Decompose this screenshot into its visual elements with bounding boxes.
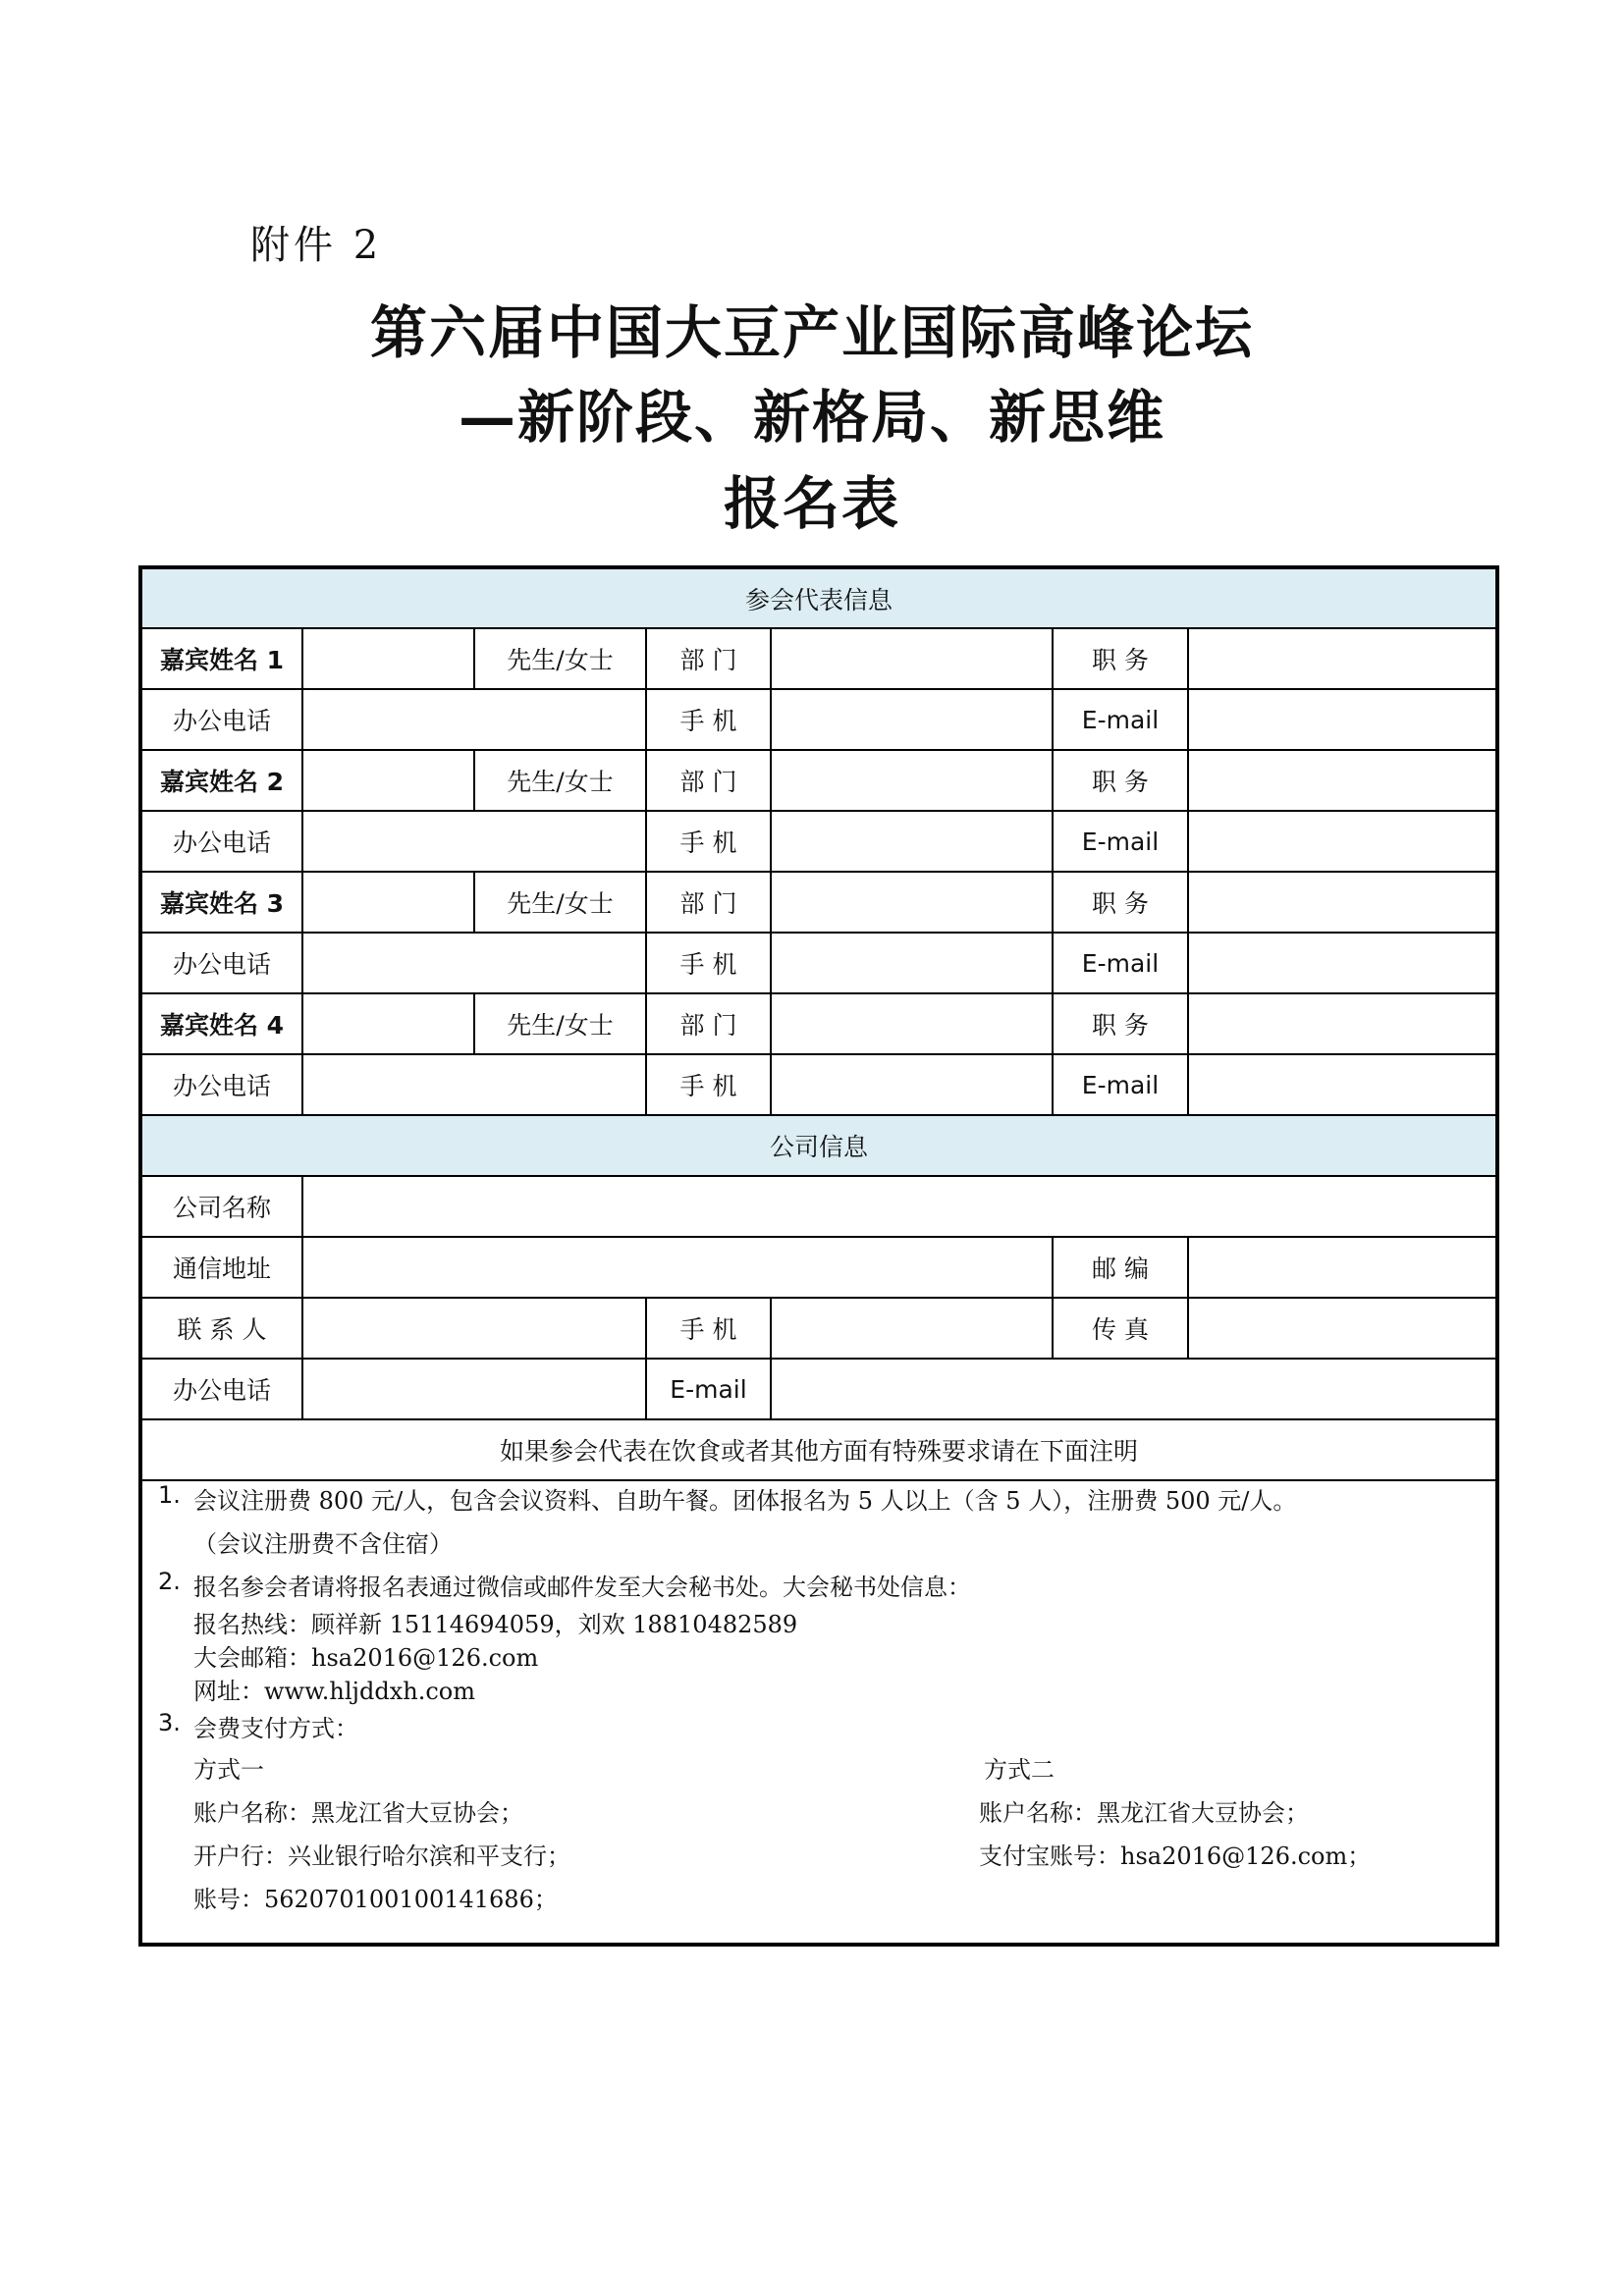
company-address-row [140,1237,1497,1298]
method2-title: 方式二 [984,1756,1055,1784]
title-label: 先生/女士 [474,628,646,689]
payment-title: 会费支付方式： [193,1715,358,1742]
office-phone-label: 办公电话 [140,689,302,750]
position-field[interactable] [1188,750,1497,811]
email-label: E-mail [1053,811,1188,872]
page-title: 第六届中国大豆产业国际高峰论坛 [369,299,1254,366]
company-name-row [140,1176,1497,1237]
guest-row [140,628,1497,689]
form-title: 报名表 [723,470,900,537]
guest-name-label: 嘉宾姓名 4 [140,993,302,1054]
position-label: 职 务 [1053,993,1188,1054]
mobile-field[interactable] [771,689,1053,750]
office-phone-label: 办公电话 [140,811,302,872]
email-info: 大会邮箱：hsa2016@126.com [193,1644,539,1672]
company-email-field[interactable] [771,1359,1497,1419]
guest-row [140,750,1497,811]
dept-label: 部 门 [646,750,771,811]
title-label: 先生/女士 [474,993,646,1054]
company-mobile-label: 手 机 [646,1298,771,1359]
fee-note: （会议注册费不含住宿） [193,1530,453,1558]
email-label: E-mail [1053,689,1188,750]
guest-name-field[interactable] [302,628,474,689]
attachment-label: 附件 2 [250,223,383,268]
mobile-field[interactable] [771,933,1053,993]
mobile-field[interactable] [771,811,1053,872]
method2-alipay: 支付宝账号：hsa2016@126.com； [979,1842,1372,1870]
dept-label: 部 门 [646,628,771,689]
page-subtitle: —新阶段、新格局、新思维 [458,384,1165,451]
submission-info: 报名参会者请将报名表通过微信或邮件发至大会秘书处。大会秘书处信息： [193,1574,971,1601]
position-field[interactable] [1188,993,1497,1054]
company-name-label: 公司名称 [140,1176,302,1237]
guest-name-field[interactable] [302,872,474,933]
guest-name-label: 嘉宾姓名 1 [140,628,302,689]
guest-contact-row [140,1054,1497,1115]
dept-field[interactable] [771,993,1053,1054]
guest-row [140,872,1497,933]
position-field[interactable] [1188,628,1497,689]
position-label: 职 务 [1053,628,1188,689]
section-company-header: 公司信息 [140,1115,1497,1176]
method1-account-number: 账号：562070100100141686； [193,1886,558,1913]
special-requirements-note: 如果参会代表在饮食或者其他方面有特殊要求请在下面注明 [140,1419,1497,1480]
guest-name-field[interactable] [302,993,474,1054]
guest-name-label: 嘉宾姓名 2 [140,750,302,811]
title-label: 先生/女士 [474,750,646,811]
company-email-label: E-mail [646,1359,771,1419]
dept-label: 部 门 [646,993,771,1054]
company-mobile-field[interactable] [771,1298,1053,1359]
postcode-label: 邮 编 [1053,1237,1188,1298]
guest-name-field[interactable] [302,750,474,811]
item-number: 3. [158,1709,181,1736]
website-info: 网址：www.hljddxh.com [193,1678,475,1705]
address-label: 通信地址 [140,1237,302,1298]
fax-field[interactable] [1188,1298,1497,1359]
email-field[interactable] [1188,811,1497,872]
email-field[interactable] [1188,933,1497,993]
method1-title: 方式一 [193,1756,264,1784]
dept-field[interactable] [771,872,1053,933]
registration-form [138,565,1499,1947]
position-label: 职 务 [1053,872,1188,933]
info-section [140,1480,1497,1945]
postcode-field[interactable] [1188,1237,1497,1298]
company-office-phone-field[interactable] [302,1359,646,1419]
dept-field[interactable] [771,750,1053,811]
office-phone-field[interactable] [302,689,646,750]
company-phone-row [140,1359,1497,1419]
method2-account-name: 账户名称：黑龙江省大豆协会； [979,1799,1309,1827]
guest-contact-row [140,811,1497,872]
email-field[interactable] [1188,1054,1497,1115]
company-name-field[interactable] [302,1176,1497,1237]
address-field[interactable] [302,1237,1053,1298]
guest-contact-row [140,689,1497,750]
office-phone-label: 办公电话 [140,1054,302,1115]
mobile-label: 手 机 [646,933,771,993]
office-phone-field[interactable] [302,811,646,872]
item-number: 2. [158,1568,181,1595]
email-field[interactable] [1188,689,1497,750]
dept-field[interactable] [771,628,1053,689]
position-field[interactable] [1188,872,1497,933]
fee-info: 会议注册费 800 元/人，包含会议资料、自助午餐。团体报名为 5 人以上（含 5 人），注册费 500 元/人。 [193,1487,1297,1515]
guest-contact-row [140,933,1497,993]
office-phone-label: 办公电话 [140,933,302,993]
guest-name-label: 嘉宾姓名 3 [140,872,302,933]
office-phone-field[interactable] [302,1054,646,1115]
hotline-info: 报名热线：顾祥新 15114694059，刘欢 18810482589 [193,1611,798,1638]
email-label: E-mail [1053,933,1188,993]
email-label: E-mail [1053,1054,1188,1115]
title-label: 先生/女士 [474,872,646,933]
mobile-field[interactable] [771,1054,1053,1115]
fax-label: 传 真 [1053,1298,1188,1359]
section-delegates-header: 参会代表信息 [140,567,1497,628]
guest-row [140,993,1497,1054]
contact-field[interactable] [302,1298,646,1359]
position-label: 职 务 [1053,750,1188,811]
method1-account-name: 账户名称：黑龙江省大豆协会； [193,1799,523,1827]
mobile-label: 手 机 [646,1054,771,1115]
company-office-phone-label: 办公电话 [140,1359,302,1419]
mobile-label: 手 机 [646,811,771,872]
mobile-label: 手 机 [646,689,771,750]
office-phone-field[interactable] [302,933,646,993]
company-contact-row [140,1298,1497,1359]
item-number: 1. [158,1481,181,1509]
method1-bank: 开户行：兴业银行哈尔滨和平支行； [193,1842,570,1870]
dept-label: 部 门 [646,872,771,933]
contact-label: 联 系 人 [140,1298,302,1359]
